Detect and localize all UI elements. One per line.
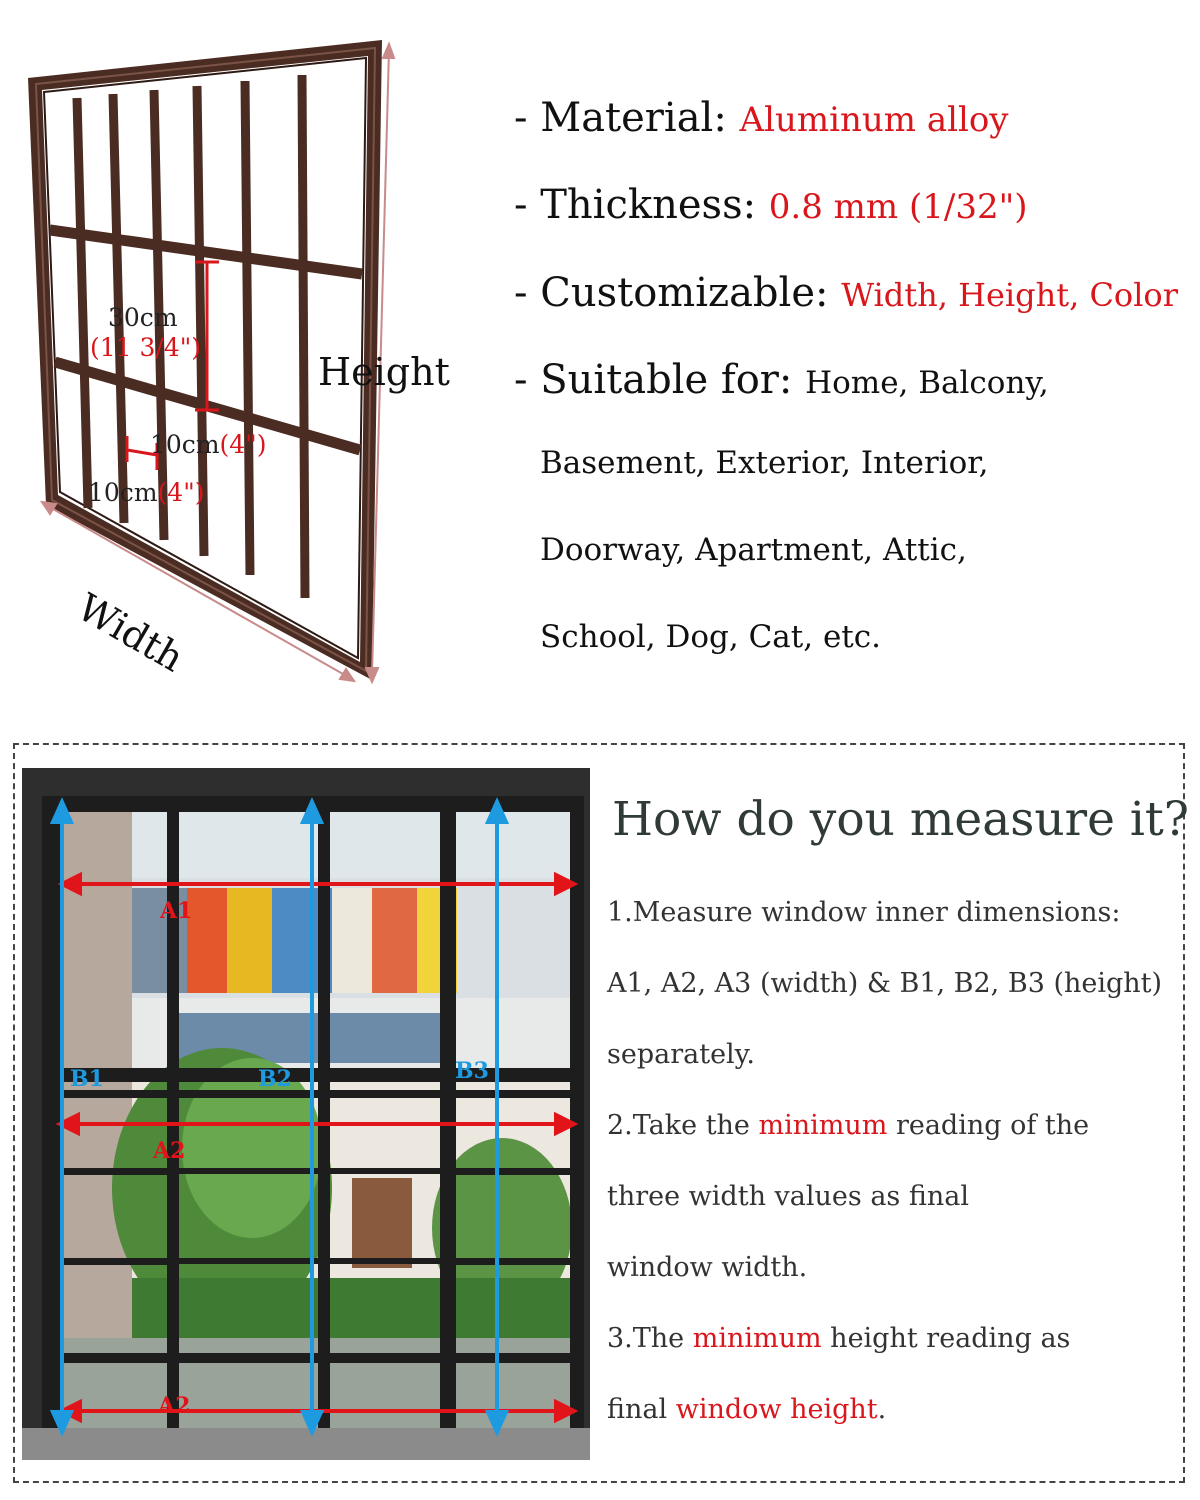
label-10cm-bar bbox=[150, 430, 266, 459]
label-10cm-bar-inches: (4") bbox=[219, 430, 267, 459]
spec-customizable-label: - Customizable: bbox=[514, 270, 829, 316]
spec-customizable-value: Width, Height, Color bbox=[841, 276, 1178, 314]
label-b3: B3 bbox=[455, 1058, 489, 1084]
label-30cm-inches: (11 3/4") bbox=[90, 333, 201, 362]
spec-customizable bbox=[514, 270, 1178, 316]
label-a2-bottom: A2 bbox=[158, 1393, 191, 1419]
step3b-post: . bbox=[877, 1394, 887, 1425]
step3-line1 bbox=[607, 1323, 1070, 1354]
spec-suitable-line1: Home, Balcony, bbox=[805, 365, 1049, 401]
window-photo bbox=[22, 768, 590, 1460]
label-10cm-frame-inches: (4") bbox=[157, 478, 205, 507]
label-a1: A1 bbox=[160, 898, 193, 924]
step3-line2 bbox=[607, 1394, 886, 1425]
step1-line1: 1.Measure window inner dimensions: bbox=[607, 897, 1121, 928]
step1-line3: separately. bbox=[607, 1039, 755, 1070]
step2-line1 bbox=[607, 1110, 1089, 1141]
spec-thickness-label: - Thickness: bbox=[514, 182, 757, 228]
spec-material-value: Aluminum alloy bbox=[739, 100, 1009, 140]
label-a2-mid: A2 bbox=[153, 1138, 186, 1164]
step2-line2: three width values as final bbox=[607, 1181, 969, 1212]
label-10cm-frame-metric: 10cm bbox=[88, 478, 158, 507]
spec-suitable-line3: Doorway, Apartment, Attic, bbox=[540, 532, 967, 568]
step2-minimum: minimum bbox=[758, 1110, 888, 1141]
label-height: Height bbox=[318, 350, 450, 394]
step2-line3: window width. bbox=[607, 1252, 808, 1283]
spec-thickness bbox=[514, 182, 1027, 228]
spec-suitable-line2: Basement, Exterior, Interior, bbox=[540, 445, 989, 481]
step1-line2: A1, A2, A3 (width) & B1, B2, B3 (height) bbox=[607, 968, 1163, 999]
label-width: Width bbox=[70, 585, 192, 681]
label-b2: B2 bbox=[258, 1066, 292, 1092]
label-b1: B1 bbox=[70, 1066, 104, 1092]
label-10cm-bar-metric: 10cm bbox=[150, 430, 220, 459]
spec-material-label: - Material: bbox=[514, 95, 727, 141]
spec-material bbox=[514, 95, 1009, 141]
step2-post: reading of the bbox=[887, 1110, 1090, 1141]
step2-pre: 2.Take the bbox=[607, 1110, 759, 1141]
label-10cm-frame bbox=[88, 478, 204, 507]
measure-title: How do you measure it? bbox=[612, 792, 1189, 847]
step3-minimum: minimum bbox=[692, 1323, 822, 1354]
step3-pre: 3.The bbox=[607, 1323, 693, 1354]
step3b-window-height: window height bbox=[675, 1394, 878, 1425]
step3b-pre: final bbox=[607, 1394, 676, 1425]
spec-suitable-label: - Suitable for: bbox=[514, 357, 793, 403]
spec-suitable-line4: School, Dog, Cat, etc. bbox=[540, 619, 881, 655]
label-30cm: 30cm bbox=[108, 303, 178, 332]
spec-suitable bbox=[514, 357, 1049, 403]
window-photo-illustration bbox=[22, 768, 590, 1460]
spec-thickness-value: 0.8 mm (1/32") bbox=[768, 187, 1028, 227]
step3-post: height reading as bbox=[821, 1323, 1071, 1354]
